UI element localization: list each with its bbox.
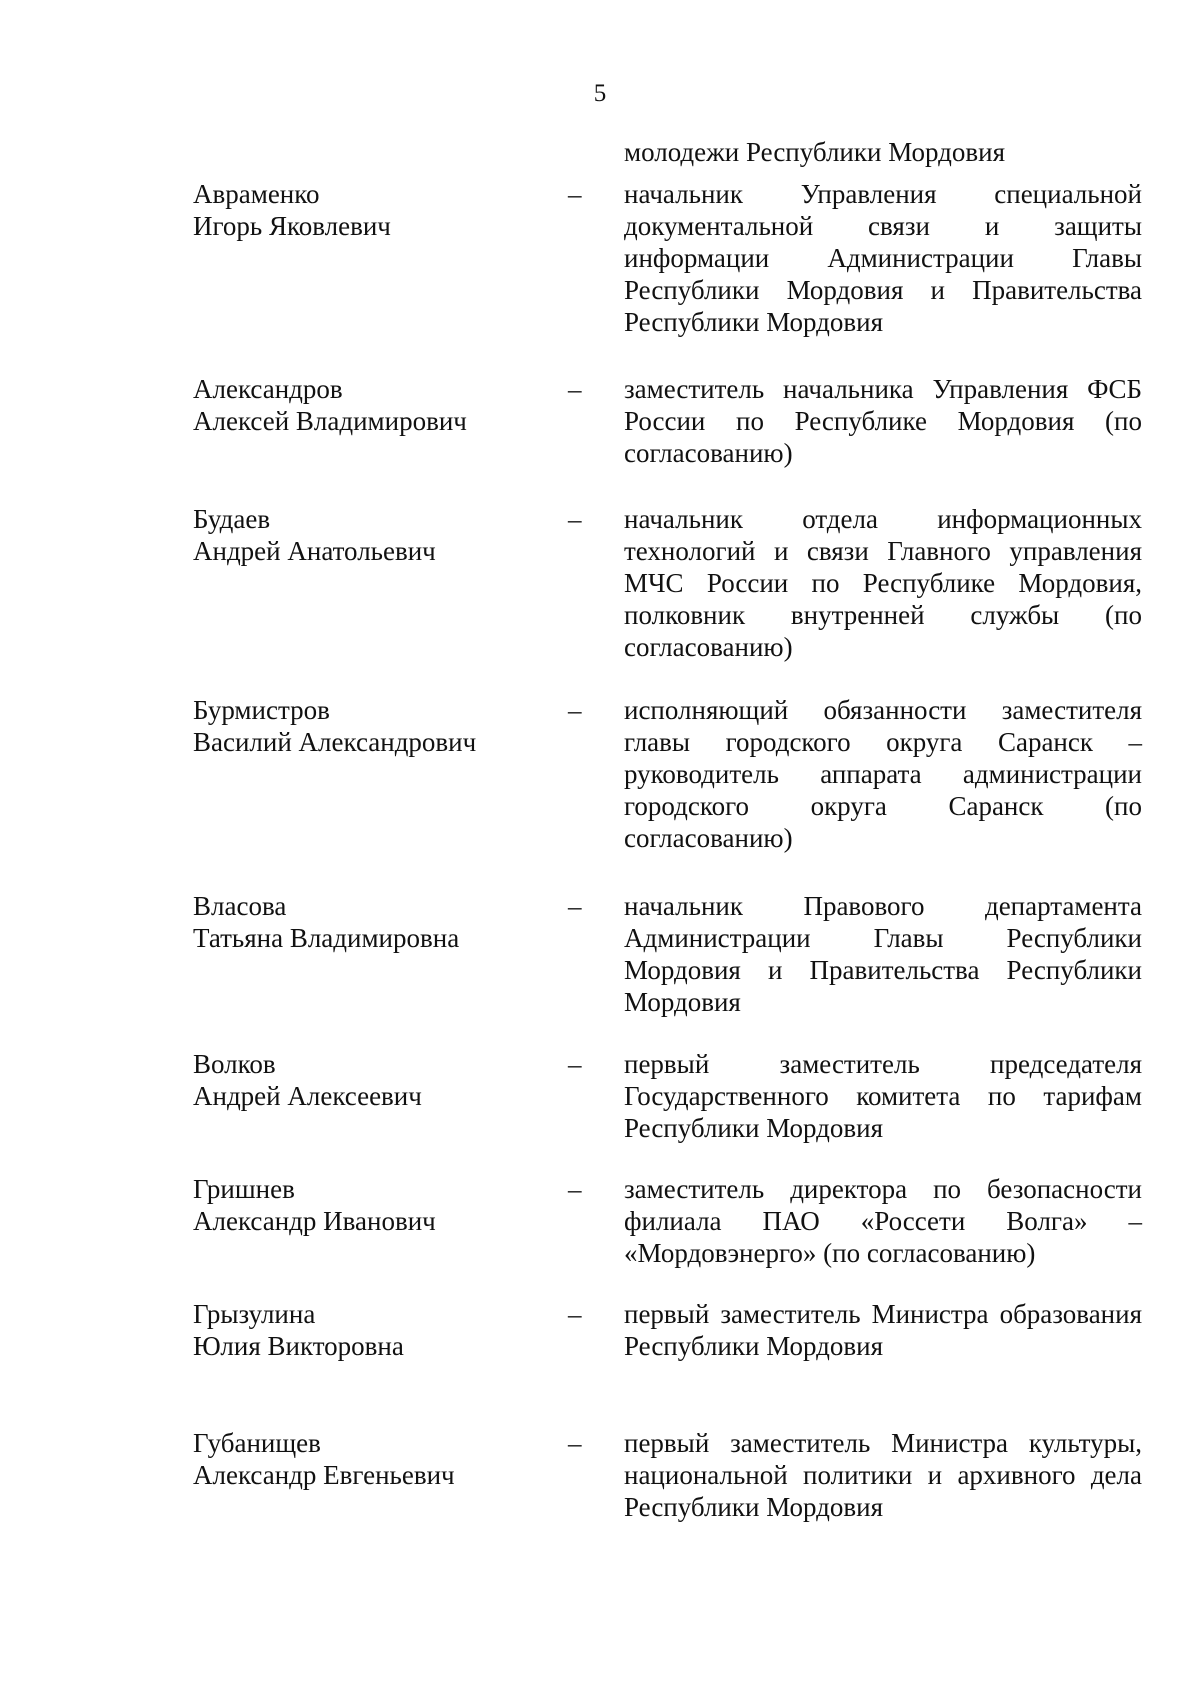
dash-separator: – bbox=[568, 504, 582, 534]
continued-position-text: молодежи Республики Мордовия bbox=[624, 137, 1006, 167]
surname: Александров bbox=[193, 374, 343, 404]
person-name bbox=[193, 1173, 553, 1237]
surname: Волков bbox=[193, 1049, 276, 1079]
position-description: первый заместитель Министра образования Республики Мордовия bbox=[624, 1299, 1142, 1361]
given-names: Андрей Алексеевич bbox=[193, 1081, 422, 1111]
given-names: Татьяна Владимировна bbox=[193, 923, 460, 953]
position-description: начальник Управления специальной документальной связи и защиты информации Администрации Главы Республики Мордовия и Правительства Республики Мордовия bbox=[624, 179, 1142, 337]
position-description: первый заместитель Министра культуры, национальной политики и архивного дела Республики Мордовия bbox=[624, 1428, 1142, 1522]
surname: Грызулина bbox=[193, 1299, 316, 1329]
dash-separator: – bbox=[568, 179, 582, 209]
surname: Будаев bbox=[193, 504, 271, 534]
position-description: начальник Правового департамента Администрации Главы Республики Мордовия и Правительства Республики Мордовия bbox=[624, 891, 1142, 1017]
surname: Гришнев bbox=[193, 1174, 295, 1204]
given-names: Александр Иванович bbox=[193, 1206, 436, 1236]
person-name bbox=[193, 373, 553, 437]
surname: Бурмистров bbox=[193, 695, 330, 725]
person-name bbox=[193, 1427, 553, 1491]
person-name bbox=[193, 694, 553, 758]
position-description: исполняющий обязанности заместителя главы городского округа Саранск – руководитель аппарата администрации городского округа Саранск (по согласованию) bbox=[624, 695, 1142, 853]
page-number: 5 bbox=[593, 80, 607, 107]
dash-separator: – bbox=[568, 891, 582, 921]
surname: Губанищев bbox=[193, 1428, 321, 1458]
person-name bbox=[193, 890, 553, 954]
position-description: начальник отдела информационных технологий и связи Главного управления МЧС России по Республике Мордовия, полковник внутренней службы (по согласованию) bbox=[624, 504, 1142, 662]
given-names: Александр Евгеньевич bbox=[193, 1460, 455, 1490]
given-names: Юлия Викторовна bbox=[193, 1331, 404, 1361]
given-names: Андрей Анатольевич bbox=[193, 536, 436, 566]
surname: Власова bbox=[193, 891, 287, 921]
given-names: Василий Александрович bbox=[193, 727, 477, 757]
dash-separator: – bbox=[568, 695, 582, 725]
dash-separator: – bbox=[568, 374, 582, 404]
given-names: Игорь Яковлевич bbox=[193, 211, 391, 241]
person-name bbox=[193, 178, 553, 242]
dash-separator: – bbox=[568, 1299, 582, 1329]
person-name bbox=[193, 503, 553, 567]
surname: Авраменко bbox=[193, 179, 320, 209]
dash-separator: – bbox=[568, 1174, 582, 1204]
dash-separator: – bbox=[568, 1049, 582, 1079]
position-description: заместитель директора по безопасности филиала ПАО «Россети Волга» – «Мордовэнерго» (по согласованию) bbox=[624, 1174, 1142, 1268]
person-name bbox=[193, 1048, 553, 1112]
person-name bbox=[193, 1298, 553, 1362]
dash-separator: – bbox=[568, 1428, 582, 1458]
given-names: Алексей Владимирович bbox=[193, 406, 467, 436]
position-description: заместитель начальника Управления ФСБ России по Республике Мордовия (по согласованию) bbox=[624, 374, 1142, 468]
position-description: первый заместитель председателя Государственного комитета по тарифам Республики Мордовия bbox=[624, 1049, 1142, 1143]
